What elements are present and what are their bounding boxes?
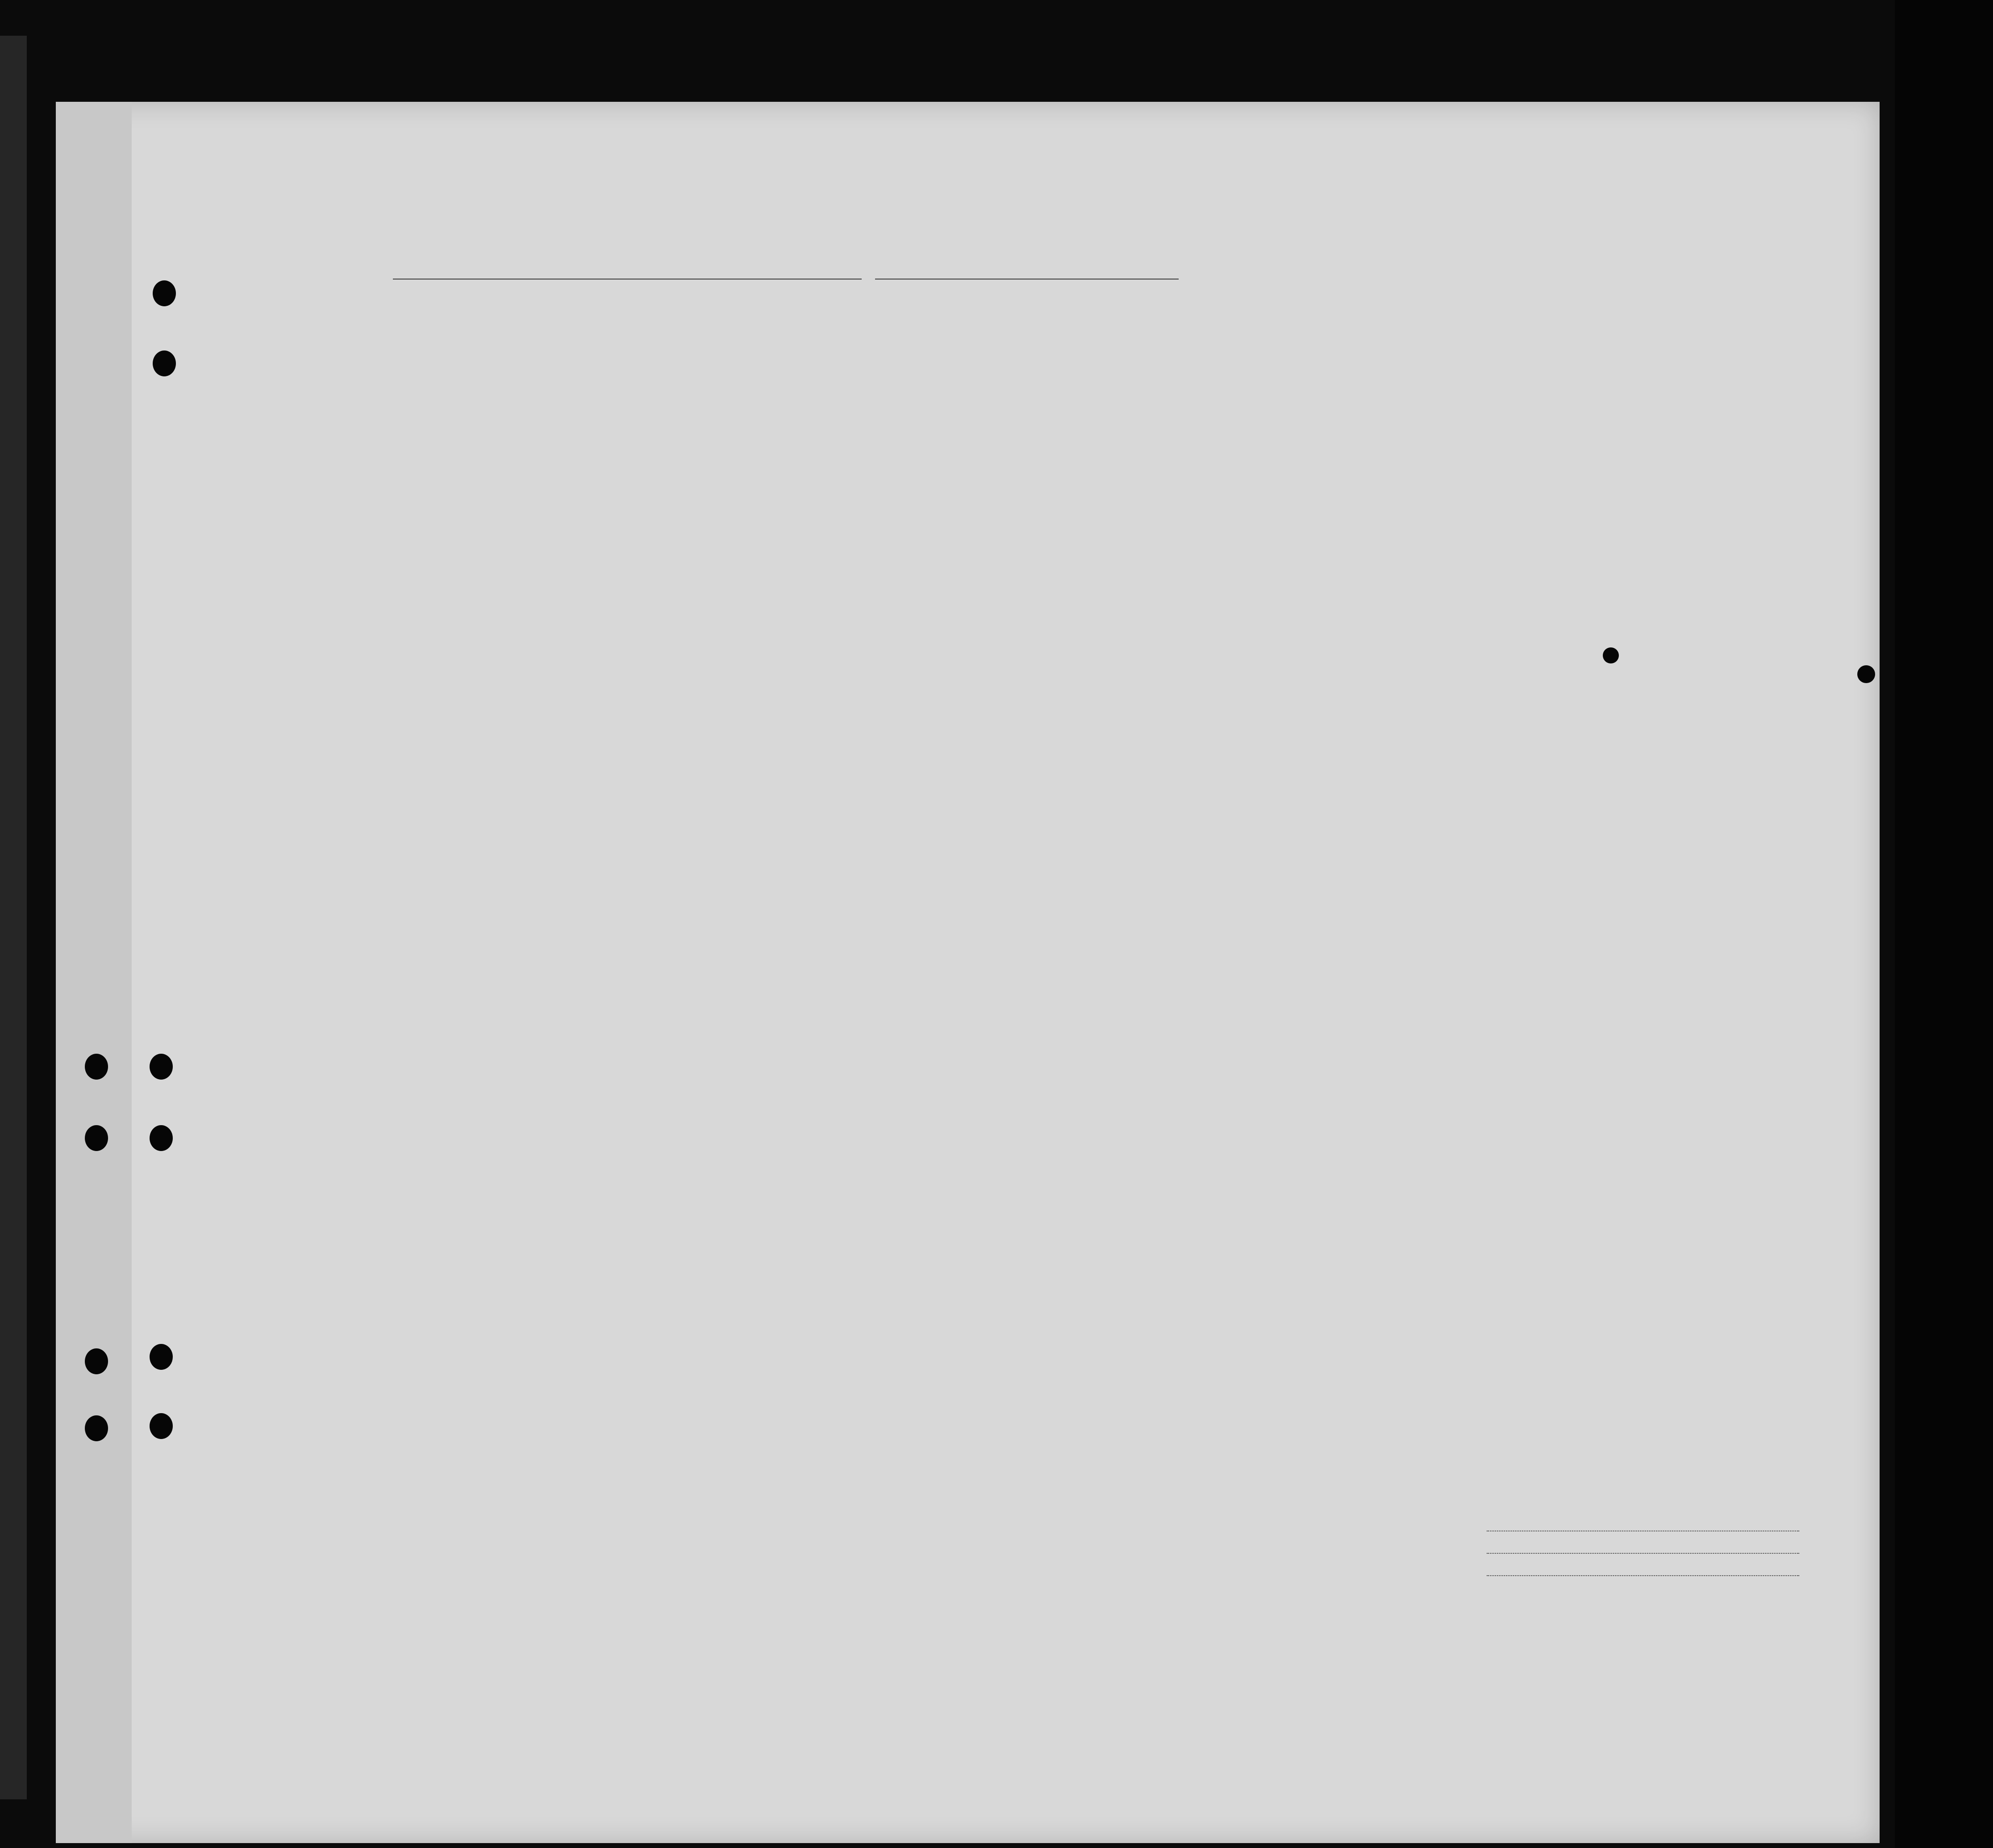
punch-hole-icon (150, 1125, 173, 1151)
owners-field (1487, 1553, 1799, 1554)
punch-hole-icon (153, 280, 176, 306)
ink-blot-icon (1603, 647, 1619, 663)
punch-hole-icon (85, 1125, 108, 1151)
film-edge-left (0, 36, 27, 1799)
manifest-sheet (56, 102, 1880, 1843)
punch-hole-icon (85, 1054, 108, 1080)
punch-hole-icon (150, 1344, 173, 1370)
film-edge-right (1895, 0, 1993, 1848)
punch-hole-icon (85, 1348, 108, 1374)
punch-hole-icon (1857, 665, 1875, 683)
local-agents-field (1487, 1575, 1799, 1576)
punch-hole-icon (150, 1054, 173, 1080)
binding-margin (56, 102, 132, 1843)
punch-hole-icon (150, 1413, 173, 1439)
punch-hole-icon (153, 350, 176, 376)
punch-hole-icon (85, 1415, 108, 1441)
